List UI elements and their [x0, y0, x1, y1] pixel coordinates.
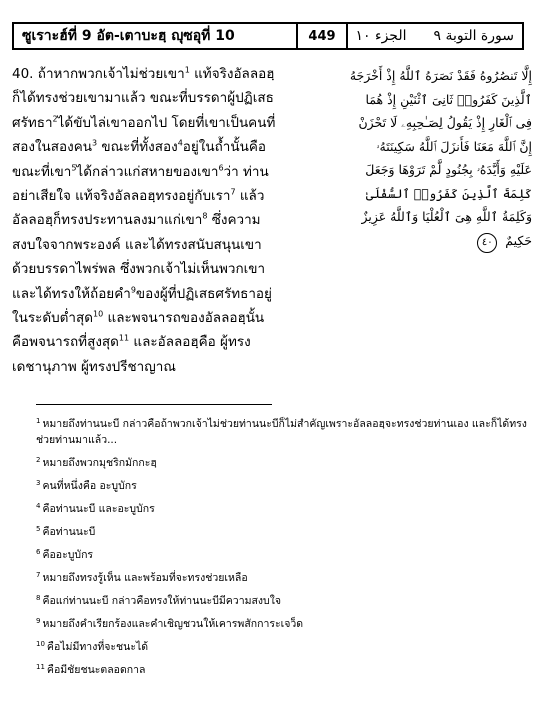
- footnote-item: [36, 501, 532, 517]
- translation-line: 40. ถ้าหากพวกเจ้าไม่ช่วยเขา$^1$ แท้จริงอัลลอฮฺ: [12, 65, 275, 82]
- footnote-text: คือมีชัยชนะตลอดกาล: [46, 664, 146, 676]
- page-number: 449: [296, 24, 348, 48]
- footnote-item: [36, 416, 532, 448]
- footnote-text: คืออะบูบักร: [42, 549, 94, 561]
- translation-line: ขณะที่เขา$^5$ได้กล่าวแก่สหายของเขา$^6$ว่า ท่าน: [12, 163, 269, 180]
- arabic-verse: [318, 64, 532, 252]
- footnote-number: 5: [36, 524, 41, 533]
- translation-line: ก็ได้ทรงช่วยเขามาแล้ว ขณะที่บรรดาผู้ปฏิเสธ: [12, 90, 274, 107]
- thai-surah-title: ซูเราะฮ์ที่ 9 อัต-เตาบะฮฺ ญุซอุที่ 10: [22, 28, 235, 44]
- arabic-line: وَكَلِمَةُ ٱللَّهِ هِىَ ٱلْعُلْيَا وَٱللَّهُ عَزِيزٌ: [361, 209, 532, 224]
- translation-line: คือพจนารถที่สูงสุด$^{11}$ และอัลลอฮฺคือ ผู้ทรง: [12, 333, 251, 351]
- page-header: [12, 22, 524, 50]
- footnote-number: 9: [36, 616, 41, 625]
- footnote-divider: [36, 404, 272, 405]
- translation-line: ในระดับต่ำสุด$^{10}$ และพจนารถของอัลลอฮฺนั้น: [12, 309, 265, 326]
- translation-line: เดชานุภาพ ผู้ทรงปรีชาญาณ: [12, 358, 176, 375]
- footnote-ref: 5: [71, 163, 77, 173]
- ayah-end-marker: ٤٠: [477, 233, 497, 253]
- footnote-item: [36, 616, 532, 632]
- footnote-text: หมายถึงพวกมุชริกมักกะฮฺ: [42, 457, 157, 469]
- translation-line: ด้วยบรรดาไพร่พล ซึ่งพวกเจ้าไม่เห็นพวกเขา: [12, 261, 266, 278]
- translation-line: สองในสองคน$^3$ ขณะที่ทั้งสอง$^4$อยู่ในถ้ำนั้นคือ: [12, 138, 266, 156]
- translation-line: สงบใจจากพระองค์ และได้ทรงสนับสนุนเขา: [12, 236, 262, 253]
- footnote-text: คือแก่ท่านนะบี กล่าวคือทรงให้ท่านนะบีมีความสงบใจ: [42, 595, 282, 607]
- footnote-ref: 4: [177, 138, 183, 148]
- footnote-text: คือท่านนะบี และอะบูบักร: [42, 503, 155, 515]
- footnote-text: คนที่หนึ่งคือ อะบูบักร: [42, 480, 137, 492]
- footnote-item: [36, 570, 532, 586]
- footnotes: [36, 416, 532, 685]
- footnote-text: หมายถึงทรงรู้เห็น และพร้อมที่จะทรงช่วยเหลือ: [42, 572, 248, 584]
- footnote-text: หมายถึงคำเรียกร้องและคำเชิญชวนให้เคารพสักการะเจว็ด: [42, 618, 304, 630]
- footnote-ref: 10: [93, 309, 104, 319]
- arabic-line: إِنَّ ٱللَّهَ مَعَنَا فَأَنزَلَ ٱللَّهُ سَكِينَتَهُۥ: [376, 138, 532, 154]
- arabic-surah-title: سورة التوبة ٩: [433, 28, 514, 44]
- footnote-item: [36, 455, 532, 471]
- footnote-item: [36, 524, 532, 540]
- arabic-line: ٱلَّذِينَ كَفَرُوا۟ ثَانِىَ ٱثْنَيْنِ إِذْ هُمَا: [365, 91, 532, 107]
- footnote-ref: 11: [118, 333, 130, 343]
- footnote-ref: 3: [91, 138, 98, 148]
- translation-line: อัลลอฮฺก็ทรงประทานลงมาแก่เขา$^8$ ซึ่งความ: [12, 211, 261, 229]
- footnote-item: [36, 478, 532, 494]
- footnote-number: 4: [36, 501, 41, 510]
- footnote-ref: 2: [52, 114, 58, 124]
- footnote-text: หมายถึงท่านนะบี กล่าวคือถ้าพวกเจ้าไม่ช่วยท่านนะบีก็ไม่สำคัญเพราะอัลลอฮฺจะทรงช่วยท่านเอง และก็ได้ทรงช่วยท่านมาแล้ว...: [36, 418, 527, 446]
- footnote-number: 2: [36, 455, 41, 464]
- footnote-number: 3: [36, 478, 41, 487]
- footnote-ref: 6: [218, 163, 224, 173]
- translation-line: ศรัทธา$^2$ได้ขับไล่เขาออกไป โดยที่เขาเป็นคนที่: [12, 114, 276, 131]
- footnote-number: 6: [36, 547, 41, 556]
- footnote-text: คือท่านนะบี: [42, 526, 96, 538]
- footnote-ref: 8: [202, 211, 208, 221]
- footnote-number: 1: [36, 416, 41, 425]
- arabic-line: عَلَيْهِ وَأَيَّدَهُۥ بِجُنُودٍ لَّمْ تَرَوْهَا وَجَعَلَ: [365, 162, 532, 177]
- translation-line: และได้ทรงให้ถ้อยคำ$^9$ของผู้ที่ปฏิเสธศรัทธาอยู่: [12, 285, 272, 302]
- translation-line: อย่าเสียใจ แท้จริงอัลลอฮฺทรงอยู่กับเรา$^7$ แล้ว: [12, 187, 265, 204]
- arabic-line: فِى ٱلْغَارِ إِذْ يَقُولُ لِصَـٰحِبِهِۦ لَا تَحْزَنْ: [358, 115, 532, 130]
- juz-label: الجزء ١٠: [355, 28, 407, 44]
- footnote-text: คือไม่มีทางที่จะชนะได้: [46, 641, 149, 653]
- arabic-line: إِلَّا تَنصُرُوهُ فَقَدْ نَصَرَهُ ٱللَّهُ إِذْ أَخْرَجَهُ: [349, 68, 532, 83]
- footnote-number: 10: [36, 639, 45, 648]
- arabic-line: حَكِيمٌ ٤٠: [318, 229, 532, 253]
- footnote-ref: 9: [130, 285, 136, 295]
- footnote-item: [36, 547, 532, 563]
- footnote-item: [36, 639, 532, 655]
- footnote-item: [36, 593, 532, 609]
- footnote-number: 7: [36, 570, 41, 579]
- thai-translation: [12, 62, 312, 379]
- arabic-line: كَلِمَةَ ٱلَّذِينَ كَفَرُوا۟ ٱلسُّفْلَىٰ: [365, 185, 532, 201]
- footnote-number: 11: [36, 662, 45, 671]
- verse-number: 40.: [12, 66, 38, 82]
- footnote-ref: 1: [184, 65, 190, 75]
- footnote-ref: 7: [230, 187, 236, 197]
- footnote-number: 8: [36, 593, 41, 602]
- footnote-item: [36, 662, 532, 678]
